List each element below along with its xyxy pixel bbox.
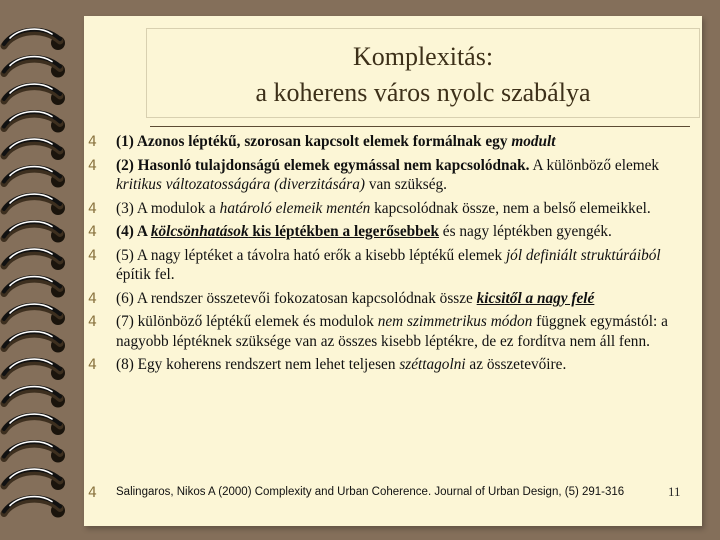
bullet-icon: 4 <box>88 247 97 264</box>
rule-text-segment: (5) A nagy léptéket a távolra ható erők a kisebb léptékű elemek <box>116 246 506 264</box>
rule-text <box>116 223 612 240</box>
rule-text-segment: (4) A <box>116 223 151 240</box>
bullet-icon: 4 <box>88 200 97 217</box>
bullet-icon: 4 <box>88 134 97 150</box>
ring-icon <box>4 277 65 298</box>
rule-text-segment: kapcsolódnak össze, nem a belső elemeikkel. <box>370 199 651 217</box>
ring-icon <box>4 222 65 243</box>
ring-icon <box>4 332 65 353</box>
title-divider <box>150 126 690 127</box>
rule-text-segment: az összetevőire. <box>465 356 567 373</box>
rule-item <box>88 355 698 375</box>
ring-icon <box>4 497 65 518</box>
bullet-icon: 4 <box>88 157 97 174</box>
rule-text-segment: A különböző elemek <box>529 156 660 174</box>
rule-item <box>88 246 698 285</box>
rule-text-segment: építik fel. <box>116 266 175 283</box>
rule-item <box>88 222 698 242</box>
rule-text-segment: van szükség. <box>365 176 447 193</box>
ring-icon <box>4 387 65 408</box>
rule-item <box>88 289 698 309</box>
rule-item <box>88 199 698 219</box>
ring-icon <box>4 167 65 188</box>
rule-text-segment: széttagolni <box>399 356 466 373</box>
rule-text <box>116 356 566 373</box>
rule-text-segment: (7) különböző léptékű elemek és modulok <box>116 313 378 330</box>
rule-text-segment: jól definiált struktúráiból <box>505 246 661 264</box>
rule-text-segment: kritikus változatosságára (diverzitására) <box>116 176 365 193</box>
rule-text-segment: (1) Azonos léptékű, szorosan kapcsolt elemek formálnak egy <box>116 133 512 150</box>
rule-text <box>116 200 651 217</box>
rule-text <box>116 247 661 284</box>
ring-icon <box>4 194 65 215</box>
rules-list <box>88 132 698 379</box>
rule-text <box>116 133 556 150</box>
bullet-icon: 4 <box>88 290 97 307</box>
ring-icon <box>4 139 65 160</box>
ring-icon <box>4 304 65 325</box>
rule-text-segment: (8) Egy koherens rendszert nem lehet teljesen <box>116 356 400 373</box>
rule-text-segment: (2) Hasonló tulajdonságú elemek egymással nem kapcsolódnak. <box>116 156 530 174</box>
title-line-2: a koherens város nyolc szabálya <box>255 78 591 107</box>
rule-text <box>116 157 659 194</box>
bullet-icon: 4 <box>88 485 97 501</box>
ring-icon <box>4 469 65 490</box>
ring-icon <box>4 249 65 270</box>
bullet-icon: 4 <box>88 357 97 373</box>
title-line-1: Komplexitás: <box>352 42 494 71</box>
rule-text-segment: (6) A rendszer összetevői fokozatosan kapcsolódnak össze <box>116 289 477 307</box>
bullet-icon: 4 <box>88 224 97 240</box>
rule-text-segment: nem szimmetrikus módon <box>377 313 533 330</box>
rule-item <box>88 132 698 152</box>
rule-text-segment: kölcsönhatások <box>150 223 249 240</box>
rule-text-segment: és nagy léptékben gyengék. <box>438 223 612 240</box>
rule-item <box>88 312 698 351</box>
rule-text-segment: kis léptékben a legerősebbek <box>248 223 439 240</box>
rule-text-segment: kicsitől a nagy felé <box>476 289 595 307</box>
ring-icon <box>4 359 65 380</box>
citation <box>88 485 648 501</box>
title-box <box>146 28 700 118</box>
rule-text <box>116 290 594 307</box>
citation-text: Salingaros, Nikos A (2000) Complexity and Urban Coherence. Journal of Urban Design, (5) 291-316 <box>116 486 625 498</box>
ring-icon <box>4 84 65 105</box>
bullet-icon: 4 <box>88 314 97 330</box>
rule-text-segment: modult <box>511 133 556 150</box>
ring-icon <box>4 29 65 50</box>
rule-text-segment: határoló elemeik mentén <box>219 199 371 217</box>
page-number: 11 <box>668 484 681 499</box>
rule-item <box>88 156 698 195</box>
ring-icon <box>4 57 65 78</box>
rule-text-segment: függnek egymástól: a nagyobb léptéknek szüksége van az összes kisebb léptékre, de ez fordítva nem áll fenn. <box>116 313 668 350</box>
ring-icon <box>4 112 65 133</box>
rule-text-segment: (3) A modulok a <box>116 199 220 217</box>
ring-icon <box>4 414 65 435</box>
rule-text <box>116 313 668 350</box>
ring-icon <box>4 442 65 463</box>
